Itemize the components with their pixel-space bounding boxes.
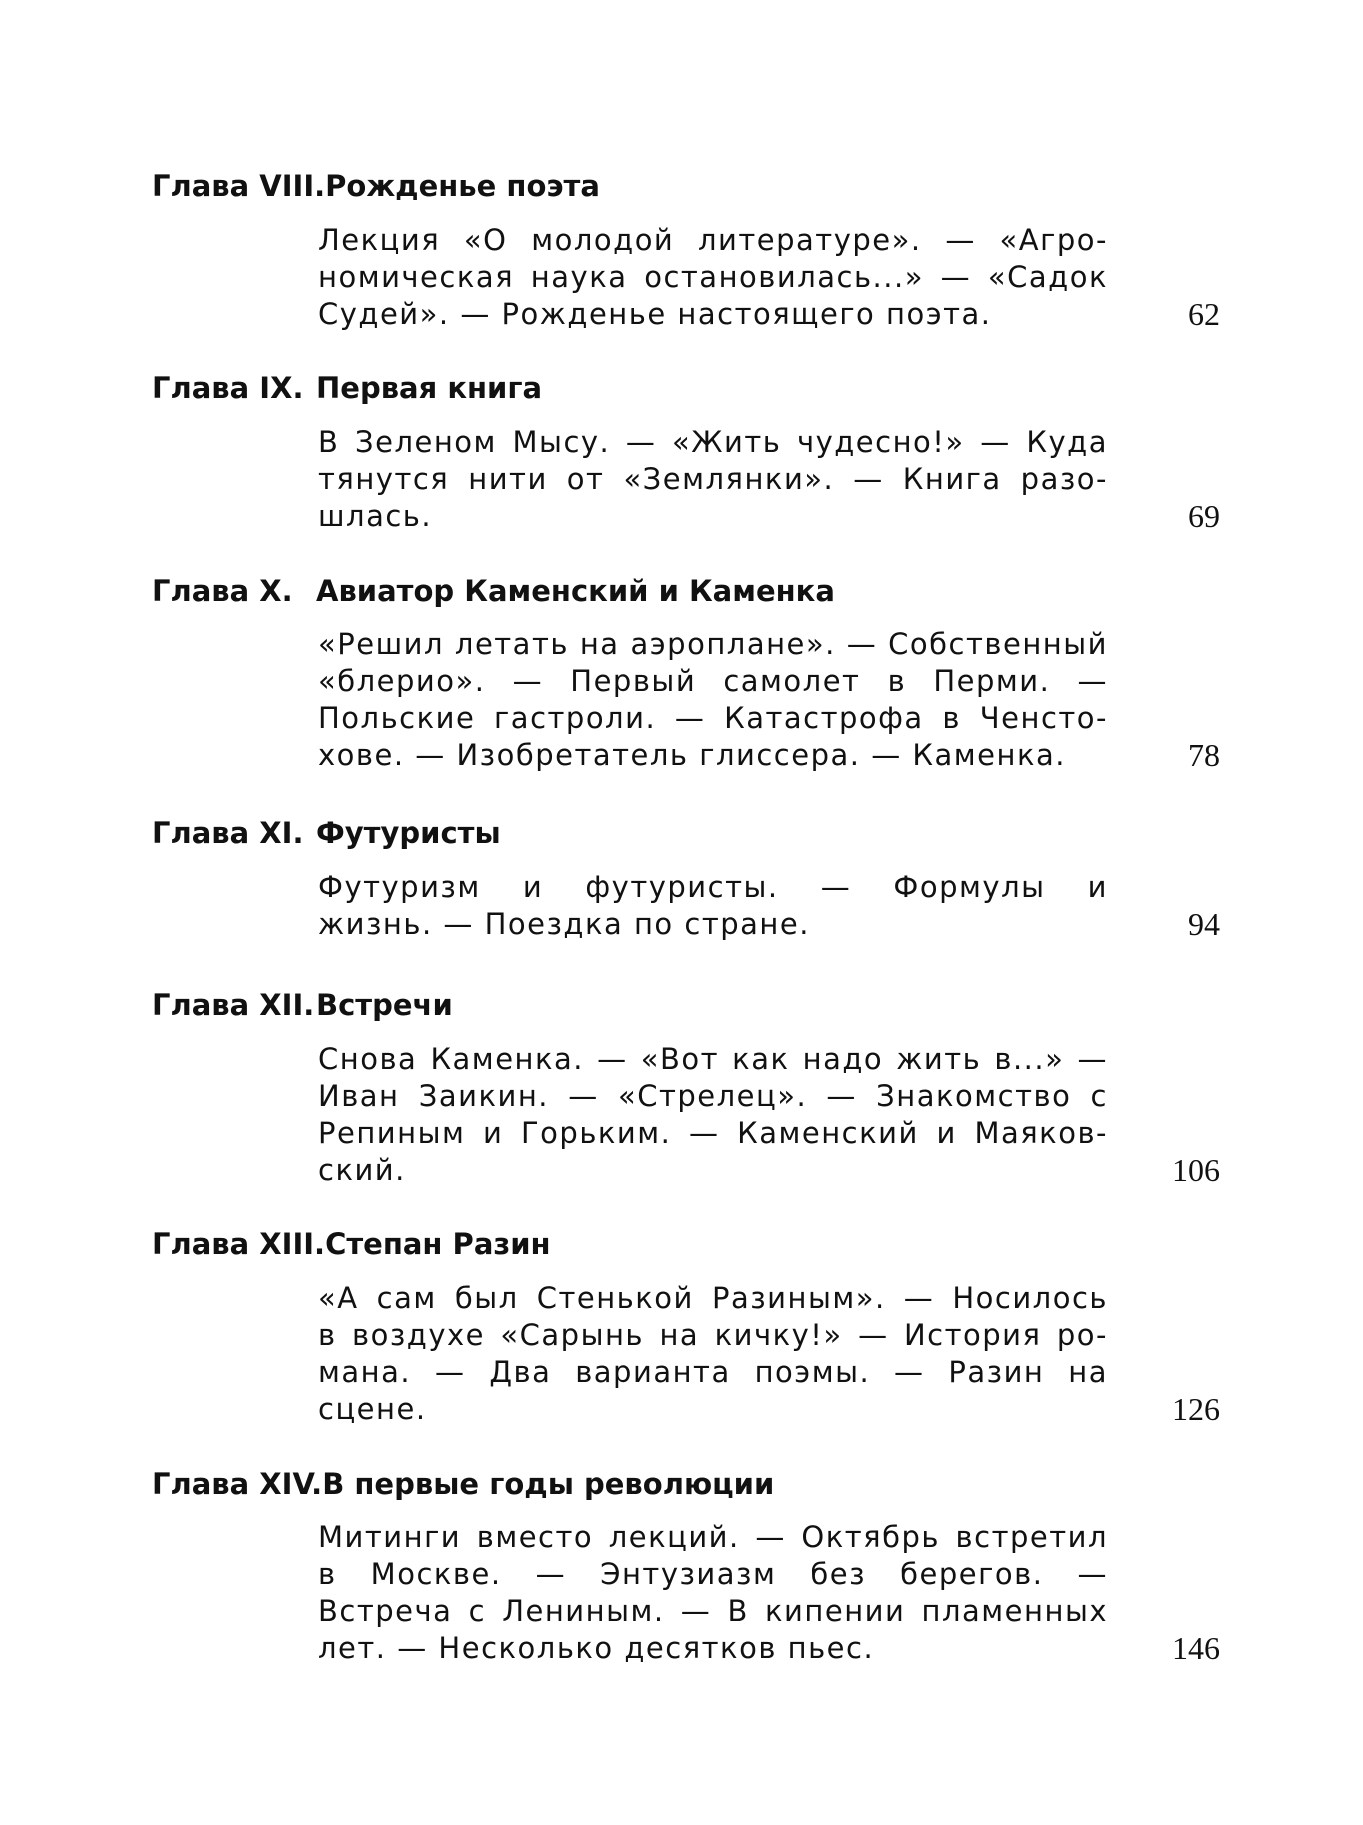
chapter-number: Глава IX.: [152, 371, 304, 405]
chapter-title: Рожденье поэта: [325, 169, 600, 203]
chapter-summary: [318, 222, 1108, 333]
summary-line: Польские гастроли. — Катастрофа в Ченсто-: [318, 701, 1108, 735]
summary-line: мана. — Два варианта поэмы. — Разин на: [318, 1355, 1108, 1389]
chapter-title: Степан Разин: [325, 1227, 551, 1261]
chapter-number: Глава X.: [152, 574, 293, 608]
chapter-title: Встречи: [316, 988, 453, 1022]
summary-line: Снова Каменка. — «Вот как надо жить в...» —: [318, 1042, 1108, 1076]
summary-line: номическая наука остановилась...» — «Садок: [318, 260, 1108, 294]
summary-line: Митинги вместо лекций. — Октябрь встретил: [318, 1520, 1108, 1554]
chapter-title: В первые годы революции: [322, 1467, 775, 1501]
page-number: 69: [1188, 498, 1220, 534]
chapter-heading: [152, 985, 453, 1025]
summary-line: «блерио». — Первый самолет в Перми. —: [318, 664, 1108, 698]
chapter-summary: [318, 1519, 1108, 1667]
chapter-number: Глава XII.: [152, 988, 315, 1022]
chapter-number: Глава VIII.: [152, 169, 326, 203]
page-number: 106: [1172, 1152, 1220, 1188]
chapter-heading: [152, 166, 600, 206]
chapter-title: Авиатор Каменский и Каменка: [316, 574, 835, 608]
summary-line: ский.: [318, 1153, 406, 1187]
chapter-summary: [318, 424, 1108, 535]
chapter-heading: [152, 1224, 551, 1264]
summary-line: Встреча с Лениным. — В кипении пламенных: [318, 1594, 1108, 1628]
chapter-summary: [318, 869, 1108, 943]
summary-line: шлась.: [318, 499, 433, 533]
summary-line: Футуризм и футуристы. — Формулы и: [318, 870, 1108, 904]
summary-line: в воздухе «Сарынь на кичку!» — История ро-: [318, 1318, 1108, 1352]
page-number: 62: [1188, 296, 1220, 332]
summary-line: сцене.: [318, 1392, 427, 1426]
chapter-title: Первая книга: [316, 371, 543, 405]
summary-line: тянутся нити от «Землянки». — Книга разо-: [318, 462, 1108, 496]
summary-line: Репиным и Горьким. — Каменский и Маяков-: [318, 1116, 1108, 1150]
summary-line: в Москве. — Энтузиазм без берегов. —: [318, 1557, 1108, 1591]
chapter-number: Глава XI.: [152, 816, 304, 850]
chapter-number: Глава XIII.: [152, 1227, 326, 1261]
chapter-summary: [318, 1041, 1108, 1189]
summary-line: Судей». — Рожденье настоящего поэта.: [318, 297, 992, 331]
summary-line: «А сам был Стенькой Разиным». — Носилось: [318, 1281, 1108, 1315]
chapter-heading: [152, 571, 835, 611]
page-number: 94: [1188, 906, 1220, 942]
chapter-number: Глава XIV.: [152, 1467, 323, 1501]
summary-line: В Зеленом Мысу. — «Жить чудесно!» — Куда: [318, 425, 1108, 459]
summary-line: Лекция «О молодой литературе». — «Агро-: [318, 223, 1108, 257]
summary-line: «Решил летать на аэроплане». — Собственный: [318, 627, 1108, 661]
page-number: 146: [1172, 1630, 1220, 1666]
page-number: 126: [1172, 1391, 1220, 1427]
page-number: 78: [1188, 737, 1220, 773]
summary-line: лет. — Несколько десятков пьес.: [318, 1631, 875, 1665]
chapter-summary: [318, 1280, 1108, 1428]
summary-line: хове. — Изобретатель глиссера. — Каменка.: [318, 738, 1066, 772]
chapter-heading: [152, 813, 501, 853]
chapter-title: Футуристы: [316, 816, 501, 850]
chapter-summary: [318, 626, 1108, 774]
chapter-heading: [152, 1464, 774, 1504]
chapter-heading: [152, 368, 542, 408]
summary-line: Иван Заикин. — «Стрелец». — Знакомство с: [318, 1079, 1108, 1113]
summary-line: жизнь. — Поездка по стране.: [318, 907, 810, 941]
